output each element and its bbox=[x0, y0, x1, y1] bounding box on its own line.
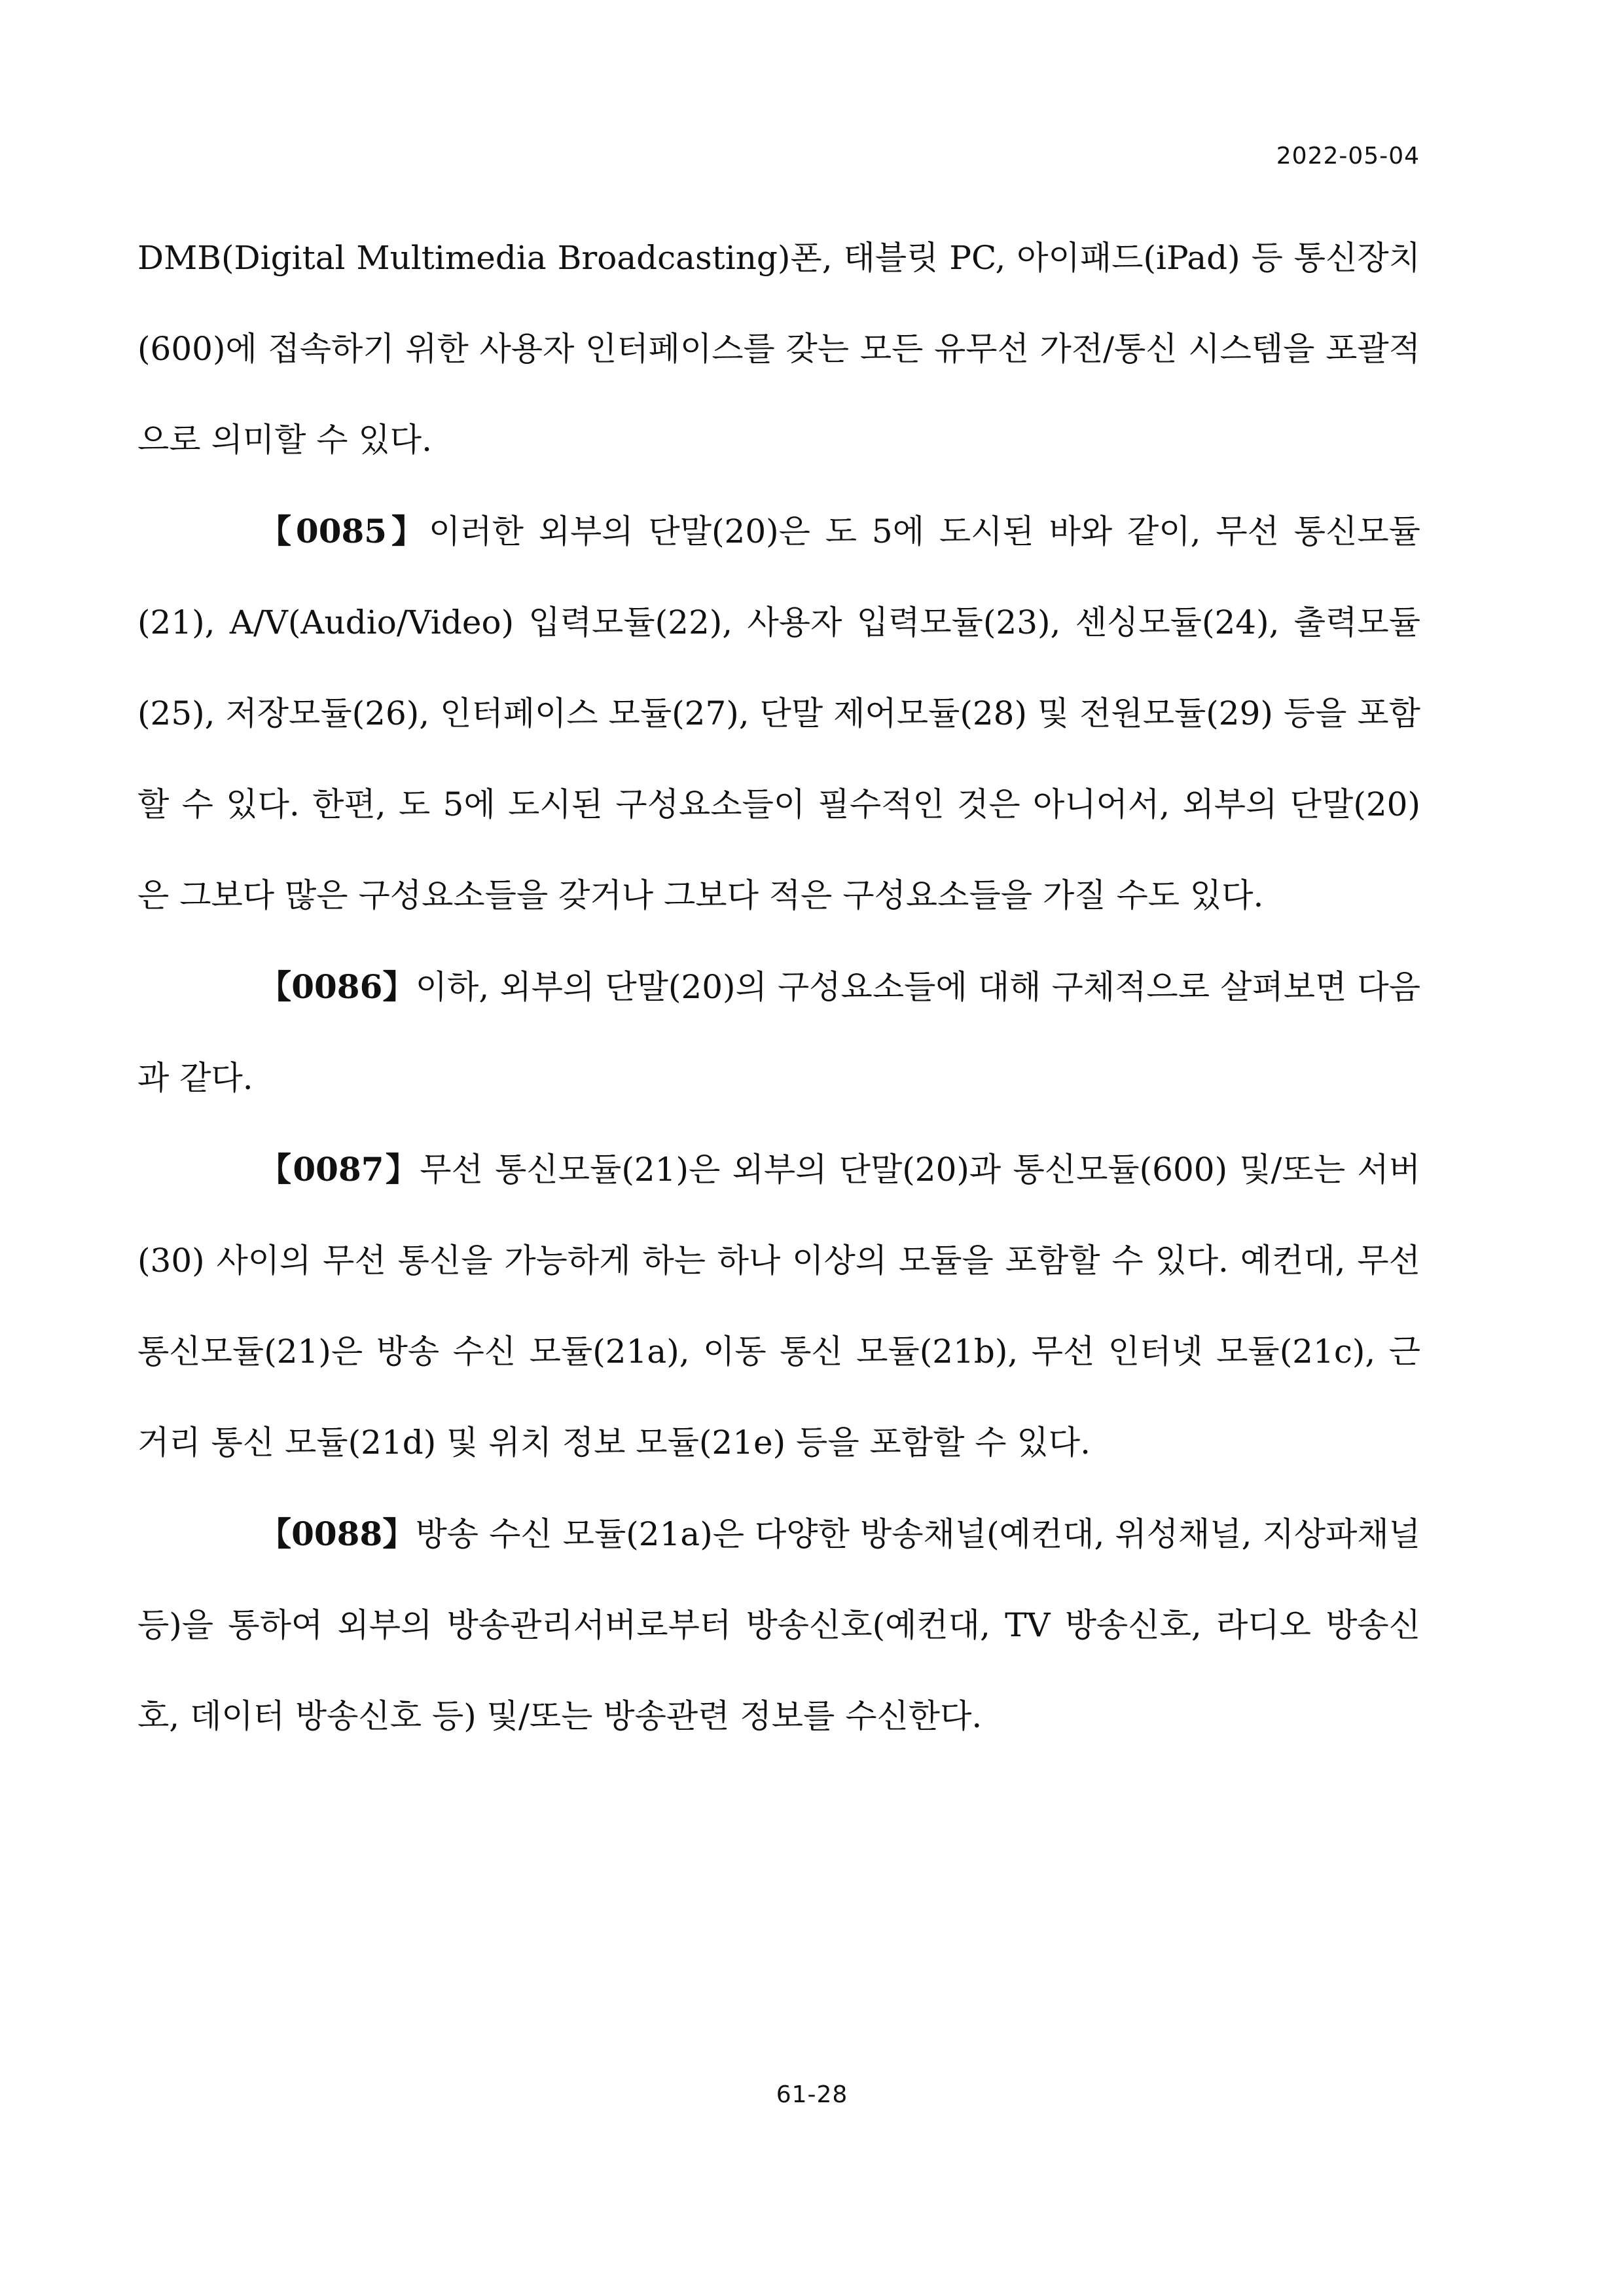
paragraph-number: 【0088】 bbox=[259, 1515, 416, 1553]
paragraph-text: 방송 수신 모듈(21a)은 다양한 방송채널(예컨대, 위성채널, 지상파채널 등)을 통하여 외부의 방송관리서버로부터 방송신호(예컨대, TV 방송신호, 라디오 방송신호, 데이터 방송신호 등) 및/또는 방송관련 정보를 수신한다. bbox=[137, 1515, 1420, 1735]
paragraph-0085 bbox=[137, 486, 1420, 941]
body-text bbox=[137, 213, 1420, 1762]
paragraph-text: 이러한 외부의 단말(20)은 도 5에 도시된 바와 같이, 무선 통신모듈(21), A/V(Audio/Video) 입력모듈(22), 사용자 입력모듈(23), 센싱모듈(24), 출력모듈(25), 저장모듈(26), 인터페이스 모듈(27), 단말 제어모듈(28) 및 전원모듈(29) 등을 포함할 수 있다. 한편, 도 5에 도시된 구성요소들이 필수적인 것은 아니어서, 외부의 단말(20)은 그보다 많은 구성요소들을 갖거나 그보다 적은 구성요소들을 가질 수도 있다. bbox=[137, 512, 1420, 914]
paragraph-0088 bbox=[137, 1488, 1420, 1762]
paragraph-0087 bbox=[137, 1124, 1420, 1488]
paragraph-text: 무선 통신모듈(21)은 외부의 단말(20)과 통신모듈(600) 및/또는 서버(30) 사이의 무선 통신을 가능하게 하는 하나 이상의 모듈을 포함할 수 있다. 예컨대, 무선 통신모듈(21)은 방송 수신 모듈(21a), 이동 통신 모듈(21b), 무선 인터넷 모듈(21c), 근거리 통신 모듈(21d) 및 위치 정보 모듈(21e) 등을 포함할 수 있다. bbox=[137, 1151, 1420, 1462]
paragraph-number: 【0085】 bbox=[259, 512, 429, 550]
paragraph-0086 bbox=[137, 941, 1420, 1124]
header-date: 2022-05-04 bbox=[1276, 143, 1420, 170]
page-number: 61-28 bbox=[776, 2081, 848, 2108]
paragraph-text: DMB(Digital Multimedia Broadcasting)폰, 태블릿 PC, 아이패드(iPad) 등 통신장치(600)에 접속하기 위한 사용자 인터페이스를 갖는 모든 유무선 가전/통신 시스템을 포괄적으로 의미할 수 있다. bbox=[137, 239, 1420, 459]
paragraph-number: 【0087】 bbox=[259, 1150, 420, 1189]
paragraph-text: 이하, 외부의 단말(20)의 구성요소들에 대해 구체적으로 살펴보면 다음과 같다. bbox=[137, 968, 1420, 1097]
paragraph-continuation bbox=[137, 213, 1420, 486]
paragraph-number: 【0086】 bbox=[259, 967, 416, 1006]
